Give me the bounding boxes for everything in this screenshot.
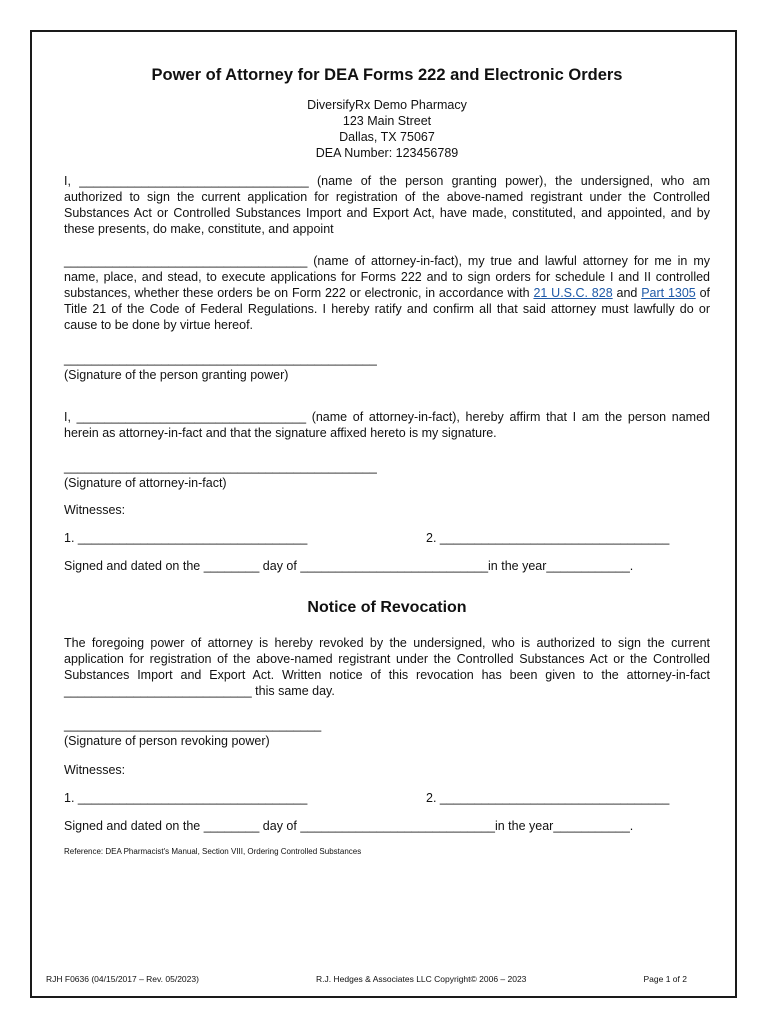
dea-number: DEA Number: 123456789 <box>315 146 459 160</box>
pharmacy-name: DiversifyRx Demo Pharmacy <box>307 98 467 112</box>
page-number: Page 1 of 2 <box>643 974 687 984</box>
attorney-signature-label: (Signature of attorney-in-fact) <box>64 476 227 490</box>
witness-1-line[interactable]: 1. _________________________________ <box>64 531 308 545</box>
document-title: Power of Attorney for DEA Forms 222 and Electronic Orders <box>151 66 623 84</box>
grantor-paragraph: I, _________________________________ (name of the person granting power), the undersigned, who am authorized to sign the current application for registration of the above-named registrant under the Controlled Substances Act or Controlled Substances Import and Export Act, have made, constituted, and appointed, and by these presents, do make, constitute, and appoint <box>64 174 710 236</box>
witness-2-line[interactable]: 2. _________________________________ <box>426 531 670 545</box>
revocation-witness-row <box>64 791 710 805</box>
form-id: RJH F0636 (04/15/2017 – Rev. 05/2023) <box>46 974 199 984</box>
revocation-witness-2-line[interactable]: 2. _________________________________ <box>426 791 670 805</box>
signed-dated-line[interactable]: Signed and dated on the ________ day of ___________________________in the year____________. <box>64 559 634 573</box>
grantor-signature-line[interactable]: _____________________________________________ <box>64 352 377 366</box>
usc-828-link[interactable]: 21 U.S.C. 828 <box>533 286 613 300</box>
revocation-signature-label: (Signature of person revoking power) <box>64 734 270 748</box>
part-1305-link[interactable]: Part 1305 <box>641 286 696 300</box>
affirmation-paragraph: I, _________________________________ (name of attorney-in-fact), hereby affirm that I am the person named herein as attorney-in-fact and that the signature affixed hereto is my signature. <box>64 410 710 440</box>
revocation-signature-line[interactable]: _____________________________________ <box>64 718 322 732</box>
revocation-title: Notice of Revocation <box>307 599 467 616</box>
attorney-signature-block <box>64 459 710 491</box>
attorney-paragraph-text-2: and <box>612 286 642 300</box>
revocation-witness-1-line[interactable]: 1. _________________________________ <box>64 791 308 805</box>
attorney-paragraph <box>64 253 710 333</box>
reference-note: Reference: DEA Pharmacist's Manual, Section VIII, Ordering Controlled Substances <box>64 847 362 856</box>
revocation-witnesses-label: Witnesses: <box>64 763 126 777</box>
revocation-paragraph: The foregoing power of attorney is hereby revoked by the undersigned, who is authorized to sign the current application for registration of the above-named registrant under the Controlled Substances Act or the Controlled Substances Import and Export Act. Written notice of this revocation has been given to the attorney-in-fact ___________________________ this same day. <box>64 636 710 698</box>
grantor-signature-label: (Signature of the person granting power) <box>64 368 289 382</box>
grantor-signature-block <box>64 351 710 383</box>
revocation-signature-block <box>64 717 710 749</box>
pharmacy-city: Dallas, TX 75067 <box>339 130 435 144</box>
pharmacy-street: 123 Main Street <box>342 114 432 128</box>
document-content <box>64 66 710 856</box>
witness-row <box>64 531 710 545</box>
attorney-signature-line[interactable]: _____________________________________________ <box>64 460 377 474</box>
witnesses-label: Witnesses: <box>64 503 126 517</box>
page-footer <box>46 974 687 984</box>
attorney-paragraph-text-3: of Title 21 of the Code of Federal Regulations. I hereby ratify and confirm all that said attorney must lawfully do or cause to be done by virtue hereof. <box>64 286 711 332</box>
attorney-paragraph-text-1: ___________________________________ (name of attorney-in-fact), my true and lawful attorney for me in my name, place, and stead, to execute applications for Forms 222 and to sign orders for schedule I and II controlled substances, whether these orders be on Form 222 or electronic, in accordance with <box>64 254 710 300</box>
pharmacy-address <box>64 97 710 161</box>
copyright-notice: R.J. Hedges & Associates LLC Copyright© 2006 – 2023 <box>316 974 527 984</box>
revocation-signed-dated-line[interactable]: Signed and dated on the ________ day of ____________________________in the year___________. <box>64 819 634 833</box>
document-page <box>30 30 737 998</box>
